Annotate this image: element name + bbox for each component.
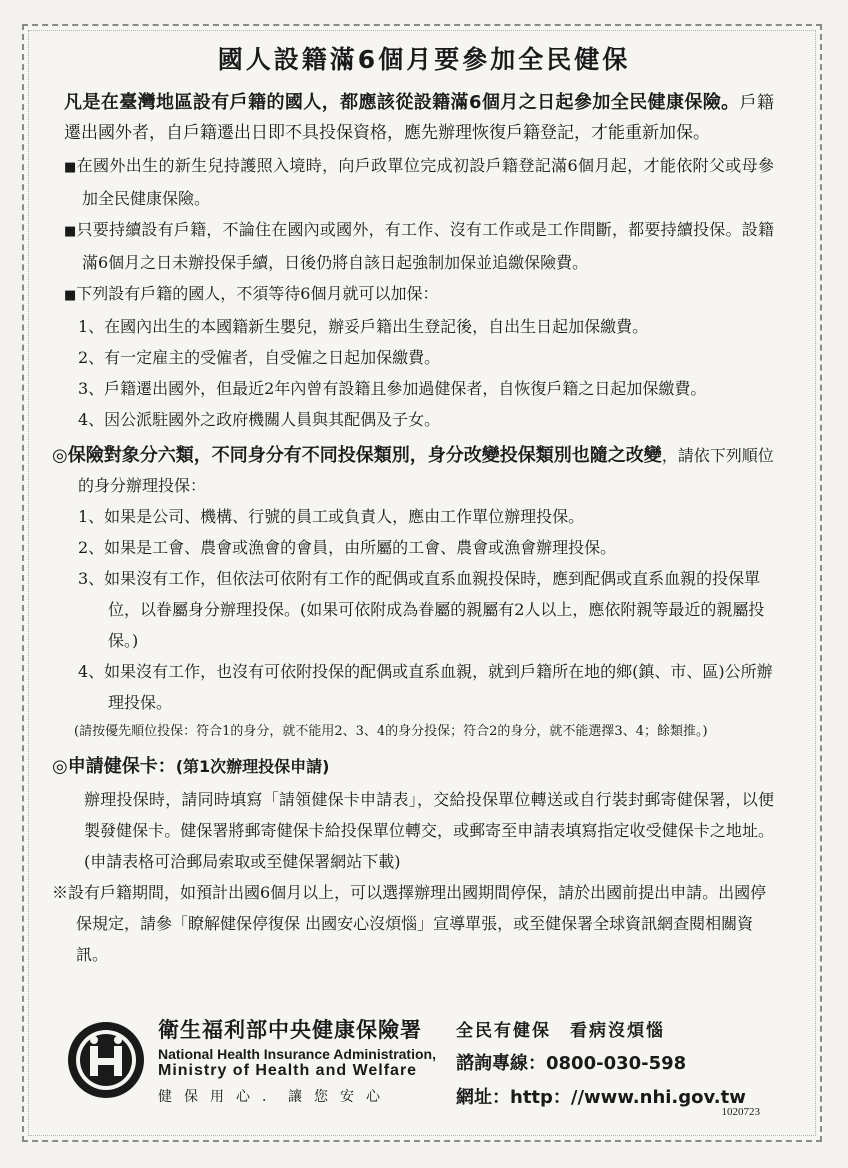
tagline: 全民有健保 看病沒煩惱 [456, 1021, 665, 1041]
intro-rest: 戶籍遷出國外者，自戶籍遷出日即不具投保資格，應先辦理恢復戶籍登記，才能重新加保。 [64, 93, 775, 143]
contact-block [456, 1016, 746, 1109]
exempt-item: 1、在國內出生的本國籍新生嬰兒，辦妥戶籍出生登記後，自出生日起加保繳費。 [78, 317, 649, 336]
card-subheading: (第1次辦理投保申請) [175, 757, 330, 776]
bullet-square-icon: ■ [64, 288, 77, 303]
bullet-square-icon: ■ [64, 224, 77, 239]
document-code: 1020723 [721, 1106, 760, 1118]
org-name-zh: 衛生福利部中央健康保險署 [158, 1018, 422, 1042]
section-insured-categories [52, 441, 774, 501]
priority-note: (請按優先順位投保：符合1的身分，就不能用2、3、4的身分投保；符合2的身分，就不能選擇3、4；餘類推。) [74, 724, 708, 739]
nhi-logo-icon [66, 1020, 146, 1100]
website-link[interactable]: 網址：http：//www.nhi.gov.tw [456, 1087, 746, 1108]
section-heading: ◎保險對象分六類，不同身分有不同投保類別，身分改變投保類別也隨之改變 [52, 445, 662, 466]
document-body [52, 88, 775, 970]
intro-paragraph [64, 88, 774, 148]
card-heading: ◎申請健保卡： [52, 756, 176, 777]
category-item: 3、如果沒有工作，但依法可依附有工作的配偶或直系血親投保時，應到配偶或直系血親的投保單位，以眷屬身分辦理投保。(如果可依附成為眷屬的親屬有2人以上，應依附親等最近的親屬投保。) [78, 569, 765, 650]
bullet-newborn-abroad: ■在國外出生的新生兒持護照入境時，向戶政單位完成初設戶籍登記滿6個月起，才能依附父或母參加全民健康保險。 [64, 156, 774, 208]
org-name-en-line2: Ministry of Health and Welfare [158, 1062, 418, 1079]
footer [66, 1012, 766, 1132]
overseas-suspension-note: ※設有戶籍期間，如預計出國6個月以上，可以選擇辦理出國期間停保，請於出國前提出申請。出國停保規定，請參「瞭解健保停復保 出國安心沒煩惱」宣導單張，或至健保署全球資訊網查閱相關資訊。 [52, 883, 767, 964]
card-body: 辦理投保時，請同時填寫「請領健保卡申請表」，交給投保單位轉送或自行裝封郵寄健保署，以便製發健保卡。健保署將郵寄健保卡給投保單位轉交，或郵寄至申請表填寫指定收受健保卡之地址。(申請表格可洽郵局索取或至健保署網站下載) [84, 790, 774, 871]
category-item: 2、如果是工會、農會或漁會的會員，由所屬的工會、農會或漁會辦理投保。 [78, 538, 617, 557]
hotline: 諮詢專線：0800-030-598 [456, 1053, 687, 1074]
bullet-continuous-enrollment: ■只要持續設有戶籍，不論住在國內或國外，有工作、沒有工作或是工作間斷，都要持續投保。設籍滿6個月之日未辦投保手續，日後仍將自該日起強制加保並追繳保險費。 [64, 220, 774, 272]
organization-block [158, 1014, 436, 1106]
bullet-square-icon: ■ [64, 160, 77, 175]
exempt-item: 3、戶籍遷出國外，但最近2年內曾有設籍且參加過健保者，自恢復戶籍之日起加保繳費。 [78, 379, 707, 398]
bullet-exemptions: ■下列設有戶籍的國人，不須等待6個月就可以加保： [64, 284, 439, 303]
category-item: 1、如果是公司、機構、行號的員工或負責人，應由工作單位辦理投保。 [78, 507, 585, 526]
exempt-item: 2、有一定雇主的受僱者，自受僱之日起加保繳費。 [78, 348, 441, 367]
section-health-card [52, 752, 774, 782]
category-item: 4、如果沒有工作，也沒有可依附投保的配偶或直系血親，就到戶籍所在地的鄉(鎮、市、區)公所辦理投保。 [78, 662, 773, 712]
section-subheading: ，請依下列順位的身分辦理投保： [78, 446, 774, 495]
slogan: 健保用心．讓您安心 [158, 1089, 392, 1105]
intro-bold: 凡是在臺灣地區設有戶籍的國人，都應該從設籍滿6個月之日起參加全民健康保險。 [64, 92, 740, 113]
org-name-en-line1: National Health Insurance Administration, [158, 1046, 436, 1062]
page-title: 國人設籍滿6個月要參加全民健保 [217, 45, 631, 74]
exempt-item: 4、因公派駐國外之政府機關人員與其配偶及子女。 [78, 410, 441, 429]
